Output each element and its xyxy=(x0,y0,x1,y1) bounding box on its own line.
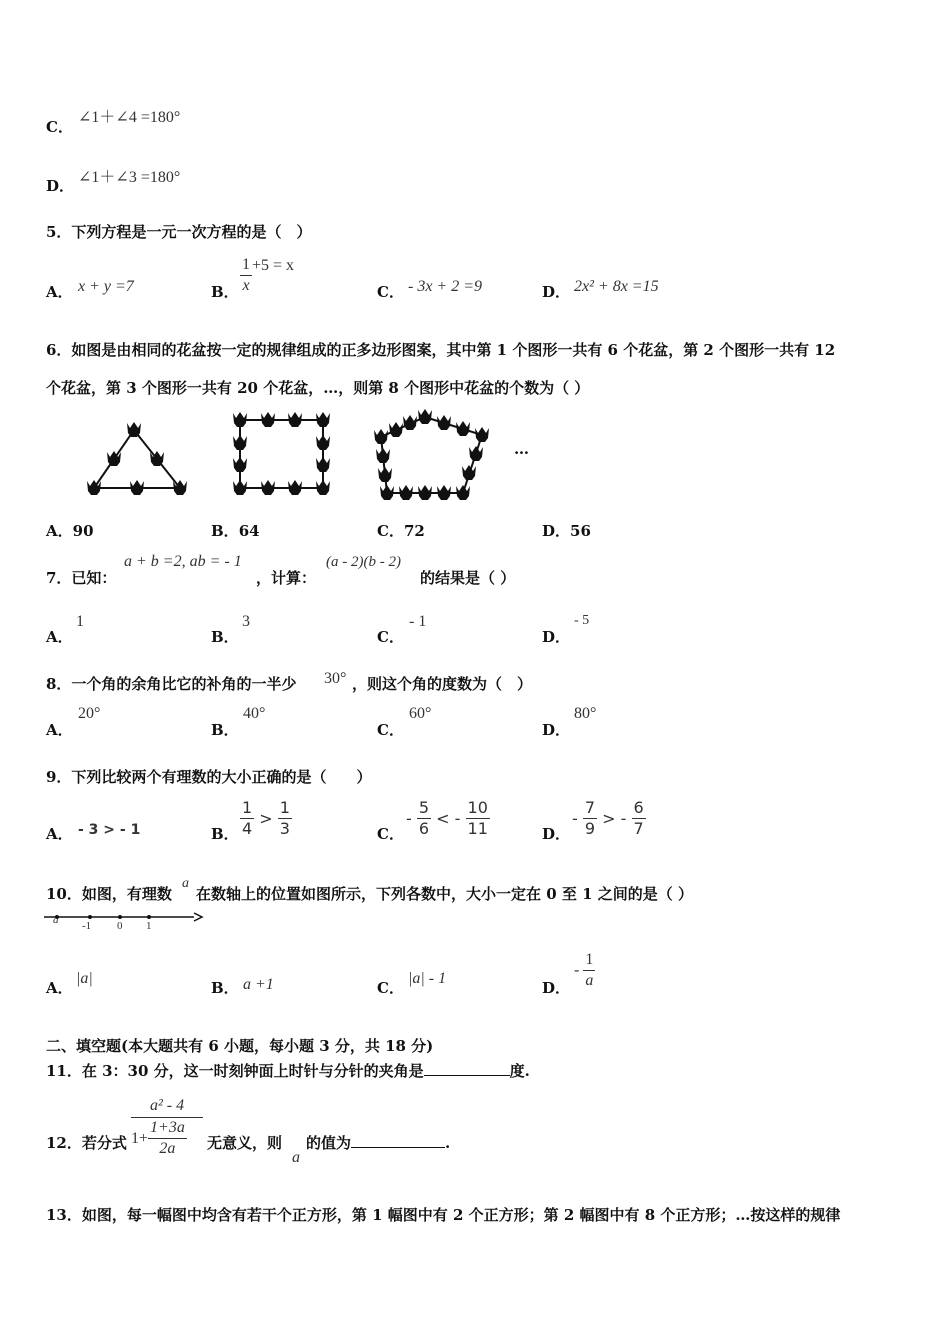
q7-option-c-label: C． xyxy=(377,628,404,646)
q12-stem-mid: 无意义，则 xyxy=(207,1134,283,1152)
q4-option-c-label: C． xyxy=(46,118,73,136)
q6-option-b: B．64 xyxy=(211,522,260,540)
q5-option-c-label: C． xyxy=(377,283,404,301)
q5-option-a-label: A． xyxy=(46,283,73,301)
q10-option-c-expr: |a| - 1 xyxy=(408,970,447,987)
q8-option-d-value: 80° xyxy=(574,705,597,722)
q8-option-b-label: B． xyxy=(211,721,239,739)
q6-stem-line2: 个花盆，第 3 个图形一共有 20 个花盆，…，则第 8 个图形中花盆的个数为（ ） xyxy=(46,379,590,397)
q8-option-c-value: 60° xyxy=(409,705,432,722)
figure-3-pentagon xyxy=(374,409,489,500)
q7-option-d-value: - 5 xyxy=(574,613,590,628)
q10-option-a-expr: |a| xyxy=(76,970,93,987)
q4-option-d-label: D． xyxy=(46,177,75,195)
q8-option-a-value: 20° xyxy=(78,705,101,722)
q5-b-denominator: x xyxy=(242,277,250,294)
q7-stem-mid: ，计算： xyxy=(256,569,317,587)
q13-stem: 13．如图，每一幅图中均含有若干个正方形，第 1 幅图中有 2 个正方形；第 2 幅图中有 8 个正方形；…按这样的规律 xyxy=(46,1206,841,1224)
q8-option-b-value: 40° xyxy=(243,705,266,722)
q12-inner-denominator: 2a xyxy=(159,1140,176,1157)
axis-label-1: 1 xyxy=(146,920,152,932)
q6-option-c: C．72 xyxy=(377,522,425,540)
q7-stem-pre: 7．已知： xyxy=(46,569,117,587)
q7-option-a-value: 1 xyxy=(76,613,84,630)
figure-2-square xyxy=(233,412,330,495)
axis-label-neg1: -1 xyxy=(82,920,92,932)
q10-var: a xyxy=(182,876,189,891)
q10-stem-pre: 10．如图，有理数 xyxy=(46,885,172,903)
q12-var: a xyxy=(292,1149,300,1166)
q8-stem-post: ，则这个角的度数为（ ） xyxy=(352,675,533,693)
figure-1-triangle xyxy=(87,422,187,495)
q10-option-d-expr: - $\frac{1}{a}$ xyxy=(574,951,594,989)
section-2-title: 二、填空题(本大题共有 6 小题，每小题 3 分，共 18 分) xyxy=(46,1037,434,1055)
q9-option-c-label: C． xyxy=(377,825,404,843)
q9-option-a-expr: - 3 > - 1 xyxy=(78,822,141,838)
q9-option-c-expr: - $\frac{5}{6}$ < - $\frac{10}{11}$ xyxy=(406,798,488,838)
q5-b-rest: +5 = x xyxy=(252,256,295,274)
q7-expr: (a - 2)(b - 2) xyxy=(326,554,401,570)
q7-option-b-value: 3 xyxy=(242,613,250,630)
q10-option-b-expr: a +1 xyxy=(243,976,274,993)
q5-option-c-expr: - 3x + 2 =9 xyxy=(408,278,483,295)
q4-option-c-expr: ∠1＋∠4 =180° xyxy=(78,109,181,126)
q4-option-d-expr: ∠1＋∠3 =180° xyxy=(78,169,181,186)
q11-stem: 11．在 3：30 分，这一时刻钟面上时针与分针的夹角是 度. xyxy=(46,1062,530,1080)
q7-option-c-value: - 1 xyxy=(409,613,427,630)
q5-stem: 5．下列方程是一元一次方程的是（ ） xyxy=(46,223,312,241)
q8-stem-pre: 8．一个角的余角比它的补角的一半少 xyxy=(46,675,297,693)
q10-option-d-label: D． xyxy=(542,979,571,997)
q7-stem-post: 的结果是（ ） xyxy=(420,569,516,587)
q8-option-a-label: A． xyxy=(46,721,73,739)
q9-option-b-label: B． xyxy=(211,825,239,843)
q11-answer-blank[interactable] xyxy=(424,1061,510,1076)
q10-number-line xyxy=(44,908,209,934)
q9-option-a-label: A． xyxy=(46,825,73,843)
q8-option-d-label: D． xyxy=(542,721,571,739)
q12-stem-post: 的值为 . xyxy=(306,1134,451,1152)
axis-label-a: a xyxy=(53,914,59,926)
q10-option-b-label: B． xyxy=(211,979,239,997)
q6-flowerpot-figures xyxy=(60,405,530,510)
q5-option-a-expr: x + y =7 xyxy=(78,278,134,295)
q8-option-c-label: C． xyxy=(377,721,404,739)
q12-fraction xyxy=(131,1095,203,1159)
q5-option-b-label: B． xyxy=(211,283,239,301)
q9-option-d-label: D． xyxy=(542,825,571,843)
q7-given: a + b =2, ab = - 1 xyxy=(124,553,242,570)
q10-stem-post: 在数轴上的位置如图所示，下列各数中，大小一定在 0 至 1 之间的是（ ） xyxy=(196,885,693,903)
q12-stem-pre: 12．若分式 xyxy=(46,1134,127,1152)
q10-option-a-label: A． xyxy=(46,979,73,997)
axis-label-0: 0 xyxy=(117,920,123,932)
q5-b-numerator: 1 xyxy=(240,255,252,276)
q5-option-d-label: D． xyxy=(542,283,571,301)
q9-option-b-expr: $\frac{1}{4}$ > $\frac{1}{3}$ xyxy=(242,798,290,838)
q6-ellipsis: … xyxy=(514,440,529,458)
q7-option-b-label: B． xyxy=(211,628,239,646)
q12-den-prefix: 1+ xyxy=(131,1129,149,1147)
q10-option-c-label: C． xyxy=(377,979,404,997)
q12-inner-numerator: 1+3a xyxy=(148,1118,187,1139)
q12-numerator: a² - 4 xyxy=(131,1095,203,1118)
q5-option-d-expr: 2x² + 8x =15 xyxy=(574,278,659,295)
q6-option-d: D．56 xyxy=(542,522,591,540)
q9-option-d-expr: - $\frac{7}{9}$ > - $\frac{6}{7}$ xyxy=(572,798,644,838)
q6-option-a: A．90 xyxy=(46,522,94,540)
q7-option-d-label: D． xyxy=(542,628,571,646)
q8-given: 30° xyxy=(324,670,347,687)
q12-answer-blank[interactable] xyxy=(351,1133,445,1148)
q9-stem: 9．下列比较两个有理数的大小正确的是（ ） xyxy=(46,768,372,786)
q7-option-a-label: A． xyxy=(46,628,73,646)
q5-option-b-expr xyxy=(240,255,294,296)
q6-stem-line1: 6．如图是由相同的花盆按一定的规律组成的正多边形图案，其中第 1 个图形一共有 6 个花盆，第 2 个图形一共有 12 xyxy=(46,341,836,359)
